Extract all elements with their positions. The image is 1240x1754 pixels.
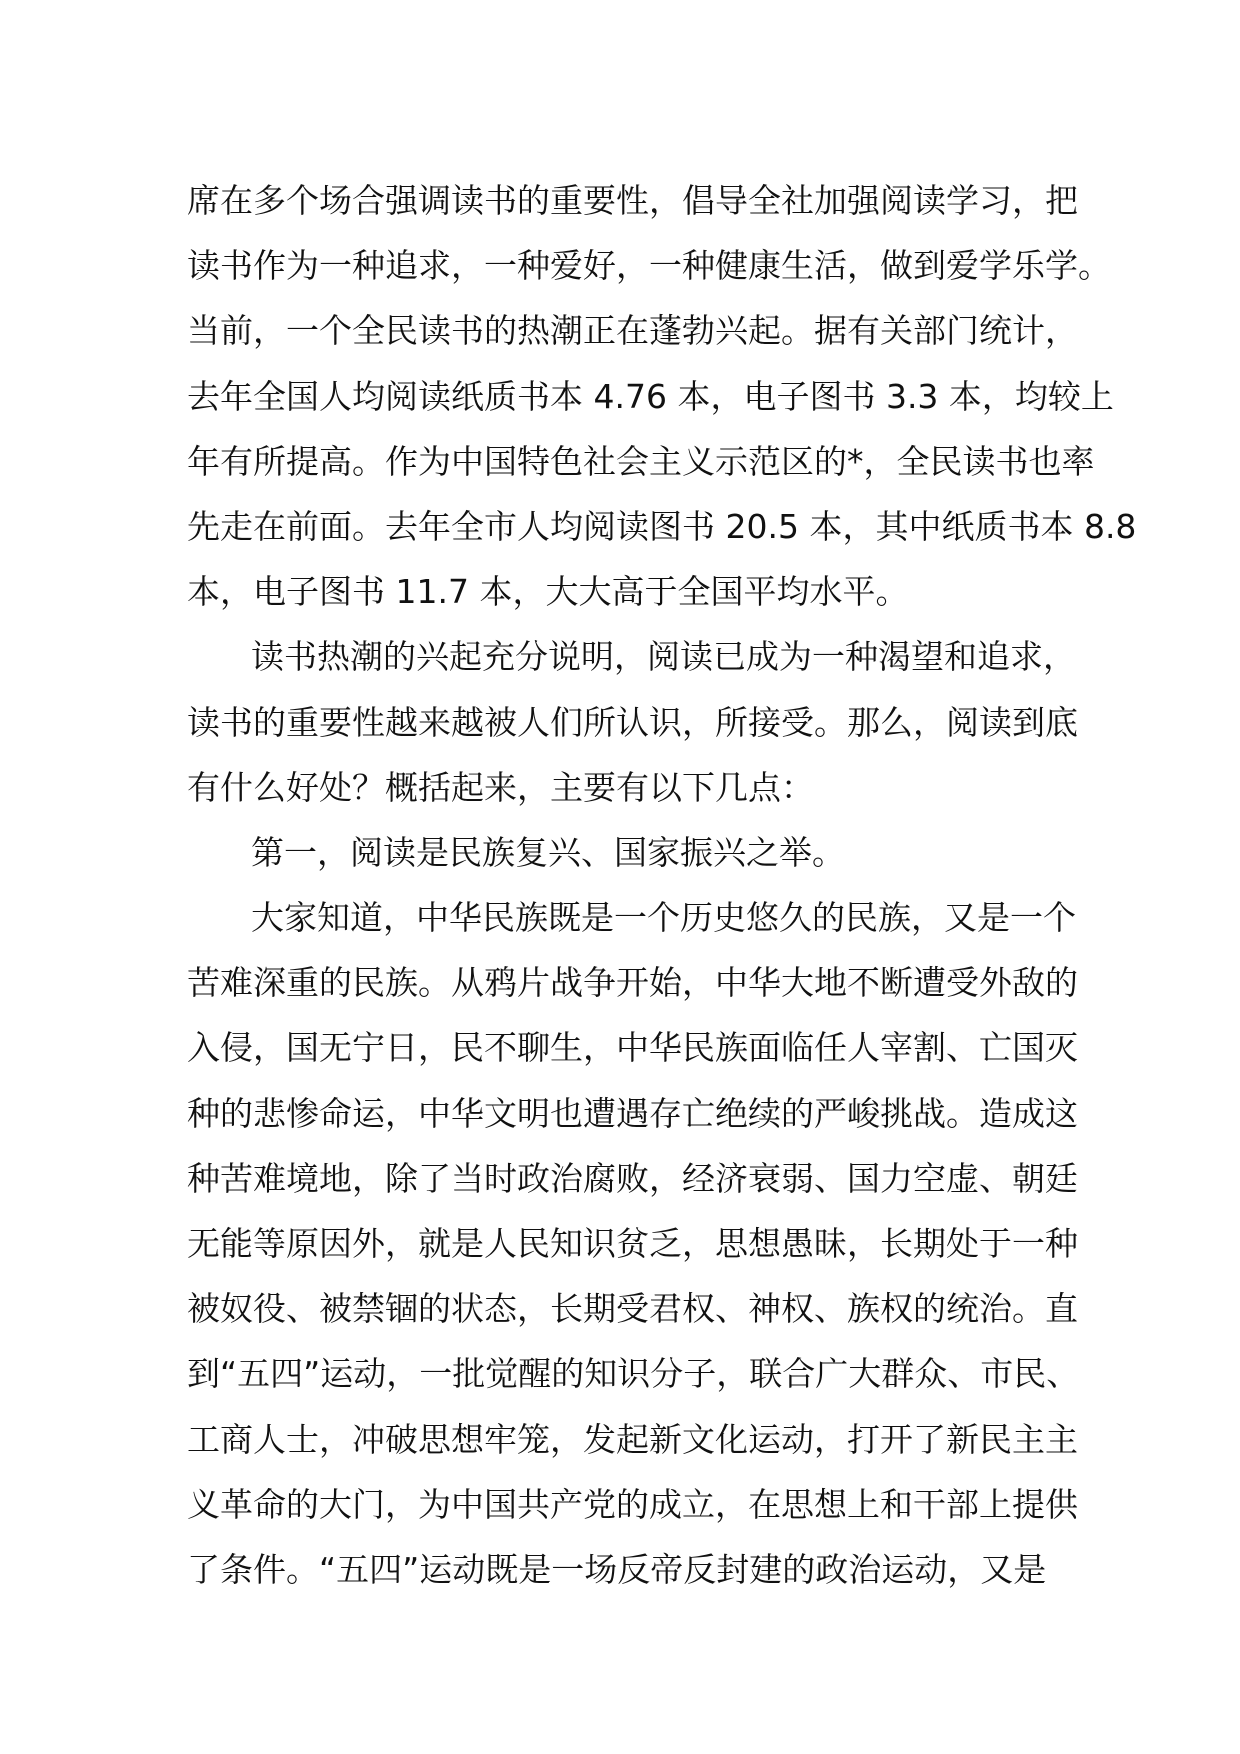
- text-line: 席在多个场合强调读书的重要性，倡导全社加强阅读学习，把: [187, 181, 1078, 220]
- text-line: 去年全国人均阅读纸质书本 4.76 本，电子图书 3.3 本，均较上: [187, 376, 1114, 416]
- document-body: [187, 168, 1137, 1602]
- text-line: 苦难深重的民族。从鸦片战争开始，中华大地不断遭受外敌的: [187, 963, 1078, 1003]
- text-line: 第一，阅读是民族复兴、国家振兴之举。: [251, 832, 845, 872]
- text-line: 种的悲惨命运，中华文明也遭遇存亡绝续的严峻挑战。造成这: [187, 1093, 1078, 1133]
- text-line: 被奴役、被禁锢的状态，长期受君权、神权、族权的统治。直: [187, 1289, 1078, 1329]
- text-line: 有什么好处？概括起来，主要有以下几点：: [187, 767, 814, 807]
- text-line: 义革命的大门，为中国共产党的成立，在思想上和干部上提供: [187, 1484, 1078, 1524]
- text-line: 无能等原因外，就是人民知识贫乏，思想愚昧，长期处于一种: [187, 1224, 1078, 1263]
- text-line: 本，电子图书 11.7 本，大大高于全国平均水平。: [187, 572, 909, 612]
- text-line: 先走在前面。去年全市人均阅读图书 20.5 本，其中纸质书本 8.8: [187, 506, 1137, 546]
- text-line: 读书热潮的兴起充分说明，阅读已成为一种渴望和追求，: [251, 637, 1076, 677]
- text-line: 大家知道，中华民族既是一个历史悠久的民族，又是一个: [251, 898, 1076, 938]
- text-line: 工商人士，冲破思想牢笼，发起新文化运动，打开了新民主主: [187, 1419, 1078, 1459]
- text-line: 入侵，国无宁日，民不聊生，中华民族面临任人宰割、亡国灭: [187, 1028, 1078, 1068]
- text-line: 读书的重要性越来越被人们所认识，所接受。那么，阅读到底: [187, 702, 1078, 742]
- text-line: 读书作为一种追求，一种爱好，一种健康生活，做到爱学乐学。: [187, 246, 1111, 286]
- text-line: 到“五四”运动，一批觉醒的知识分子，联合广大群众、市民、: [187, 1354, 1080, 1394]
- text-line: 当前，一个全民读书的热潮正在蓬勃兴起。据有关部门统计，: [187, 311, 1078, 351]
- text-line: 年有所提高。作为中国特色社会主义示范区的*，全民读书也率: [187, 441, 1095, 481]
- text-line: 了条件。“五四”运动既是一场反帝反封建的政治运动，又是: [187, 1549, 1047, 1589]
- text-line: 种苦难境地，除了当时政治腐败，经济衰弱、国力空虚、朝廷: [187, 1158, 1078, 1198]
